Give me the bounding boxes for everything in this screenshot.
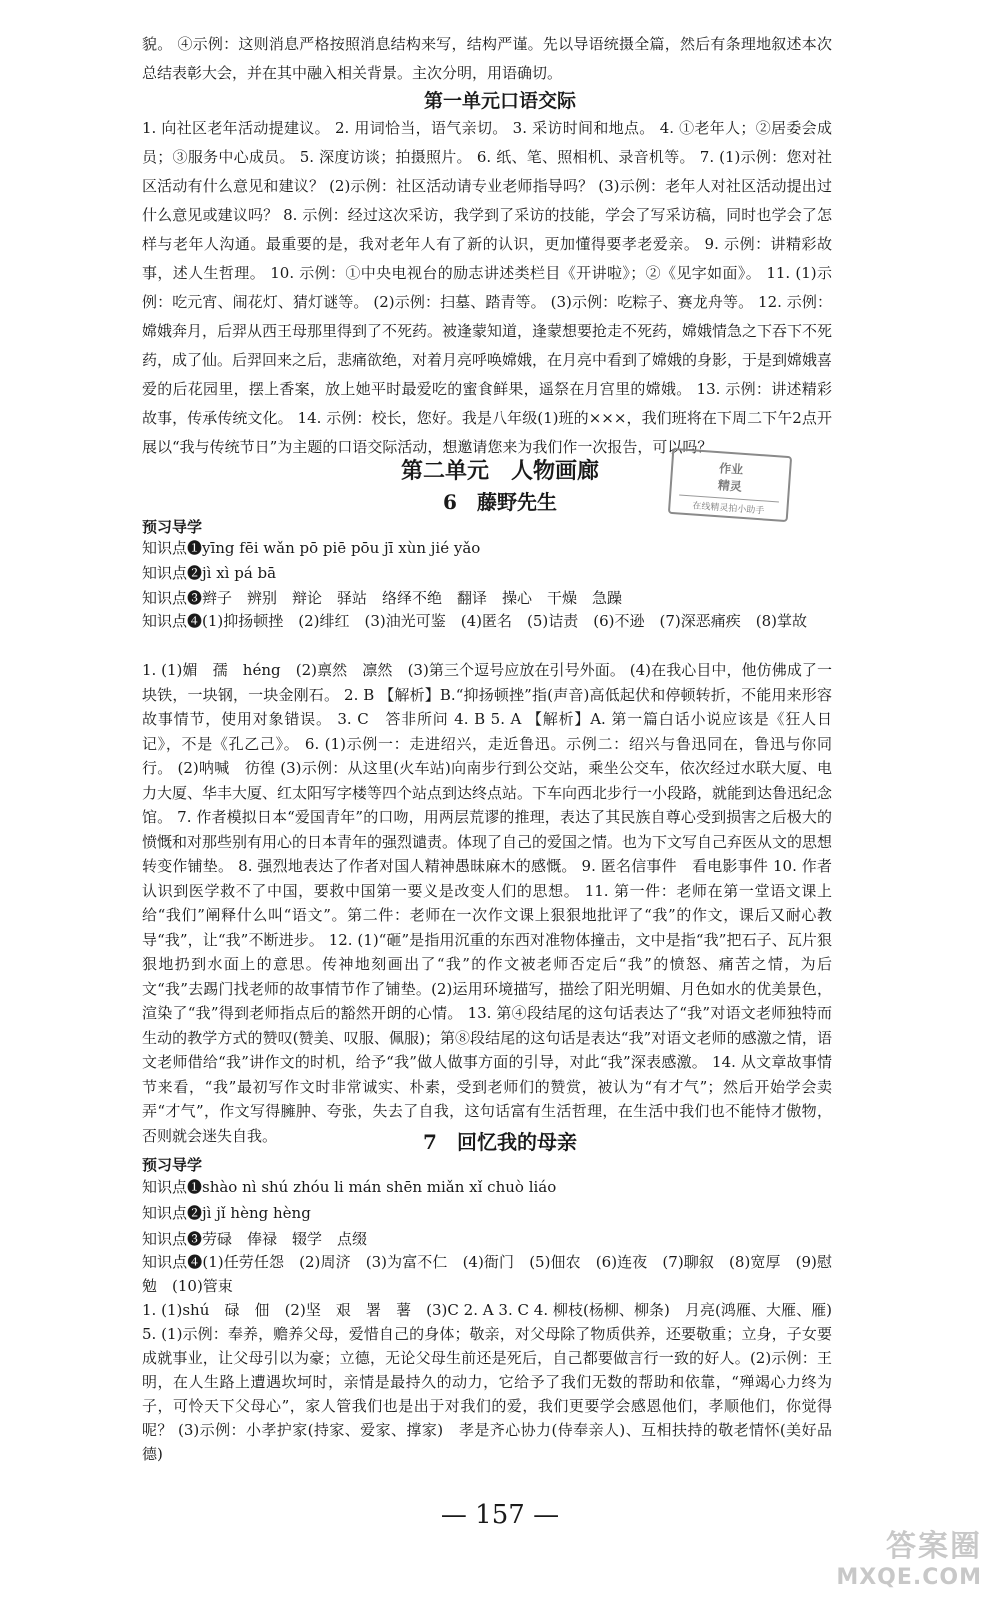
lesson-7-knowledge-3: 知识点❸劳碌 俸禄 辍学 点缀 [142,1230,368,1248]
lesson-6-title: 6 藤野先生 [443,490,557,514]
page-number: — 157 — [440,1500,560,1530]
unit-title: 第二单元 人物画廊 [400,458,599,484]
lesson-6-knowledge-3: 知识点❸辫子 辨别 辩论 驿站 络绎不绝 翻译 操心 干燥 急躁 [142,589,623,607]
homework-stamp: 作业 精灵 在线精灵拍小助手 [668,448,792,522]
oral-communication-answers: 1. 向社区老年活动提建议。 2. 用词恰当，语气亲切。 3. 采访时间和地点。 4. ①老年人；②居委会成员；③服务中心成员。 5. 深度访谈；拍摄照片。 6. 纸、笔、照相机、录音机等。 7. (1)示例：您对社区活动有什么意见和建议？ (2)示例：社区活动请专业老师指导吗？ (3)示例：老年人对社区活动提出过什么意见或建议吗？ 8. 示例：经过这次采访，我学到了采访的技能，学会了写采访稿，同时也学会了怎样与老年人沟通。最重要的是，我对老年人有了新的认识，更加懂得要孝老爱亲。 9. 示例：讲精彩故事，述人生哲理。 10. 示例：①中央电视台的励志讲述类栏目《开讲啦》；②《见字如面》。 11. (1)示例：吃元宵、闹花灯、猜灯谜等。 (2)示例：扫墓、踏青等。 (3)示例：吃粽子、赛龙舟等。 12. 示例：嫦娥奔月，后羿从西王母那里得到了不死药。被逢蒙知道，逢蒙想要抢走不死药，嫦娥情急之下吞下不死药，成了仙。后羿回来之后，悲痛欲绝，对着月亮呼唤嫦娥，在月亮中看到了嫦娥的身影，于是到嫦娥喜爱的后花园里，摆上香案，放上她平时最爱吃的蜜食鲜果，遥祭在月宫里的嫦娥。 13. 示例：讲述精彩故事，传承传统文化。 14. 示例：校长，您好。我是八年级(1)班的×××，我们班将在下周二下午2点开展以“我与传统节日”为主题的口语交际活动，想邀请您来为我们作一次报告，可以吗？ [142,119,833,456]
lesson-6-answers: 1. (1)媚 孺 héng (2)禀然 凛然 (3)第三个逗号应放在引号外面。 (4)在我心目中，他仿佛成了一块铁，一块钢，一块金刚石。 2. B 【解析】B.“抑扬顿挫”指(声音)高低起伏和停顿转折，不能用来形容故事情节，使用对象错误。 3. C 答非所问 4. B 5. A 【解析】A. 第一篇白话小说应该是《狂人日记》，不是《孔乙己》。 6. (1)示例一：走进绍兴，走近鲁迅。示例二：绍兴与鲁迅同在，鲁迅与你同行。 (2)呐喊 彷徨 (3)示例：从这里(火车站)向南步行到公交站，乘坐公交车，依次经过水联大厦、电力大厦、华丰大厦、红太阳写字楼等四个站点到达终点站。下车向西北步行一小段路，就能到达鲁迅纪念馆。 7. 作者模拟日本“爱国青年”的口吻，用两层荒谬的推理，表达了其民族自尊心受到损害之后极大的愤慨和对那些别有用心的日本青年的强烈谴责。体现了自己的爱国之情。也为下文写自己弃医从文的思想转变作铺垫。 8. 强烈地表达了作者对国人精神愚昧麻木的感慨。 9. 匿名信事件 看电影事件 10. 作者认识到医学救不了中国，要救中国第一要义是改变人们的思想。 11. 第一件：老师在第一堂语文课上给“我们”阐释什么叫“语文”。第二件：老师在一次作文课上狠狠地批评了“我”的作文，课后又耐心教导“我”，让“我”不断进步。 12. (1)“砸”是指用沉重的东西对准物体撞击，文中是指“我”把石子、瓦片狠狠地扔到水面上的意思。传神地刻画出了“我”的作文被老师否定后“我”的愤怒、痛苦之情，为后文“我”去踢门找老师的故事情节作了铺垫。(2)运用环境描写，描绘了阳光明媚、月色如水的优美景色，渲染了“我”得到老师指点后的豁然开朗的心情。 13. 第④段结尾的这句话表达了“我”对语文老师独特而生动的教学方式的赞叹(赞美、叹服、佩服)；第⑧段结尾的这句话是表达“我”对语文老师的感激之情，语文老师借给“我”讲作文的时机，给予“我”做人做事方面的引导，对此“我”深表感激。 14. 从文章故事情节来看，“我”最初写作文时非常诚实、朴素，受到老师们的赞赏，被认为“有才气”；然后开始学会卖弄“才气”，作文写得臃肿、夸张，失去了自我，这句话富有生活哲理，在生活中我们也不能恃才傲物，否则就会迷失自我。 [142,661,833,1145]
lesson-7-answers: 1. (1)shú 碌 佃 (2)坚 艰 署 薯 (3)C 2. A 3. C 4. 柳枝(杨柳、柳条) 月亮(鸿雁、大雁、雁) 5. (1)示例：奉养，赡养父母，爱惜自己的身体；敬亲，对父母除了物质供养，还要敬重；立身，子女要成就事业，让父母引以为豪；立德，无论父母生前还是死后，自己都要做言行一致的好人。(2)示例：王明，在人生路上遭遇坎坷时，亲情是最持久的动力，它给予了我们无数的帮助和依靠，“殚竭心力终为子，可怜天下父母心”，家人管我们也是出于对我们的爱，我们更要学会感恩他们，孝顺他们，你觉得呢？ (3)示例：小孝护家(持家、爱家、撑家) 孝是齐心协力(侍奉亲人)、互相扶持的敬老情怀(美好品德) [142,1301,832,1463]
lesson-6-knowledge-4: 知识点❹(1)抑扬顿挫 (2)绯红 (3)油光可鉴 (4)匿名 (5)诘责 (6)不逊 (7)深恶痛疾 (8)掌故 [142,612,807,630]
lesson-6-preview-label: 预习导学 [142,518,203,536]
watermark-logo: 答案圈 MXQE.COM [836,1529,982,1590]
lesson-6-knowledge-2: 知识点❷jì xì pá bā [142,564,277,582]
lesson-7-knowledge-1: 知识点❶shào nì shú zhóu li mán shēn miǎn xǐ chuò liáo [142,1178,557,1196]
lesson-7-preview-label: 预习导学 [142,1156,203,1174]
lesson-7-knowledge-4: 知识点❹(1)任劳任怨 (2)周济 (3)为富不仁 (4)衙门 (5)佃农 (6)连夜 (7)聊叙 (8)宽厚 (9)慰勉 (10)管束 [142,1253,832,1295]
lesson-6-knowledge-1: 知识点❶yīng fēi wǎn pō piē pōu jī xùn jié yǎo [142,539,481,557]
continuation-paragraph: 貌。 ④示例：这则消息严格按照消息结构来写，结构严谨。先以导语统摄全篇，然后有条理地叙述本次总结表彰大会，并在其中融入相关背景。主次分明，用语确切。 [142,35,832,82]
lesson-7-knowledge-2: 知识点❷jì jǐ hèng hèng [142,1204,311,1222]
lesson-7-title: 7 回忆我的母亲 [423,1130,577,1154]
oral-communication-title: 第一单元口语交际 [423,90,576,112]
